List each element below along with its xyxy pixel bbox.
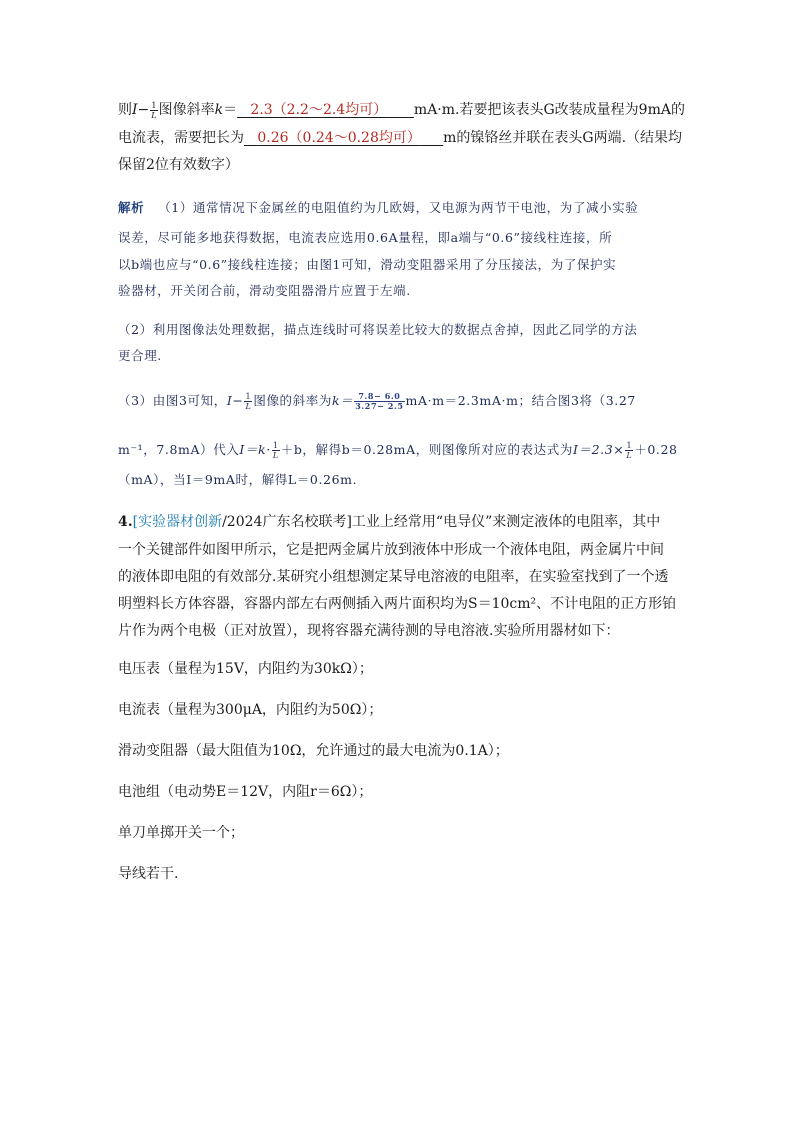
question-4-line-5: 片作为两个电极（正对放置），现将容器充满待测的导电溶液.实验所用器材如下：: [118, 623, 620, 639]
question-source: /2024广东名校联考]: [222, 514, 352, 530]
question-4-line-4: 明塑料长方体容器，容器内部左右两侧插入两片面积均为S＝10cm²、不计电阻的正方形铂: [118, 596, 677, 612]
question-4-line-1: 4.[实验器材创新/2024广东名校联考]工业上经常用“电导仪”来测定液体的电阻率，其中: [118, 514, 661, 530]
solution-label: 解析: [118, 200, 145, 215]
equipment-item: 电流表（量程为300μA，内阻约为50Ω）；: [118, 702, 383, 718]
solution-p2-line-2: 更合理.: [118, 348, 162, 363]
solution-p1-line-2: 误差，尽可能多地获得数据，电流表应选用0.6A量程，即a端与“0.6”接线柱连接，所: [118, 230, 613, 245]
equals-sign: ＝: [223, 102, 238, 118]
fraction-1-over-l: $\frac{1}{L}$: [245, 392, 252, 411]
answer-line-2: 电流表，需要把长为 0.26（0.24～0.28均可） m的镍铬丝并联在表头G两端.（结果均: [118, 130, 683, 146]
equipment-item: 电压表（量程为15V，内阻约为30kΩ）；: [118, 661, 373, 677]
solution-p2-line-1: （2）利用图像法处理数据，描点连线时可将误差比较大的数据点舍掉，因此乙同学的方法: [118, 322, 638, 337]
answer-length: 0.26（0.24～0.28均可）: [257, 130, 421, 146]
question-tag: [实验器材创新: [132, 514, 223, 530]
answer-prefix: 则: [118, 102, 132, 118]
answer-slope: 2.3（2.2～2.4均可）: [250, 102, 388, 118]
answer-suffix: mA·m.若要把该表头G改装成量程为9mA的: [413, 102, 685, 118]
fraction-1-over-l: $\frac{1}{L}$: [151, 100, 157, 120]
minus-sign: −: [137, 102, 150, 118]
var-i: I: [132, 102, 138, 118]
solution-p1-line-4: 验器材，开关闭合前，滑动变阻器滑片应置于左端.: [118, 283, 411, 298]
equipment-item: 单刀单掷开关一个；: [118, 825, 244, 841]
question-4-line-3: 的液体即电阻的有效部分.某研究小组想测定某导电溶液的电阻率，在实验室找到了一个透: [118, 569, 669, 585]
question-4-line-2: 一个关键部件如图甲所示，它是把两金属片放到液体中形成一个液体电阻，两金属片中间: [118, 542, 664, 558]
question-number: 4.: [118, 514, 133, 530]
solution-p3-line-2: m⁻¹，7.8mA）代入I＝k· $\frac{1}{L}$ ＋b，解得b＝0.28mA，则图像所对应的表达式为I＝2.3× $\frac{1}{L}$ ＋0.28: [118, 441, 678, 460]
solution-p3-line-1: （3）由图3可知，I− $\frac{1}{L}$ 图像的斜率为k＝ $\frac{7.8- 6.0}{3.27- 2.5}$ mA·m＝2.3mA·m；结合图3将（3.27: [118, 391, 636, 411]
solution-p1-line-3: 以b端也应与“0.6”接线柱连接；由图1可知，滑动变阻器采用了分压接法，为了保护实: [118, 257, 617, 272]
equipment-item: 滑动变阻器（最大阻值为10Ω，允许通过的最大电流为0.1A）；: [118, 743, 509, 759]
var-k: k: [214, 102, 224, 118]
slope-text: 图像斜率: [158, 102, 215, 118]
solution-p1-line-1: 解析 （1）通常情况下金属丝的电阻值约为几欧姆，又电源为两节干电池，为了减小实验: [118, 200, 639, 215]
answer-line-3: 保留2位有效数字）: [118, 157, 239, 173]
equipment-item: 导线若干.: [118, 866, 179, 882]
answer-line-1: [118, 100, 685, 120]
equipment-item: 电池组（电动势E＝12V，内阻r＝6Ω）；: [118, 784, 373, 800]
solution-p3-line-3: （mA），当I＝9mA时，解得L＝0.26m.: [118, 472, 358, 487]
slope-fraction: $\frac{7.8- 6.0}{3.27- 2.5}$: [355, 391, 404, 411]
